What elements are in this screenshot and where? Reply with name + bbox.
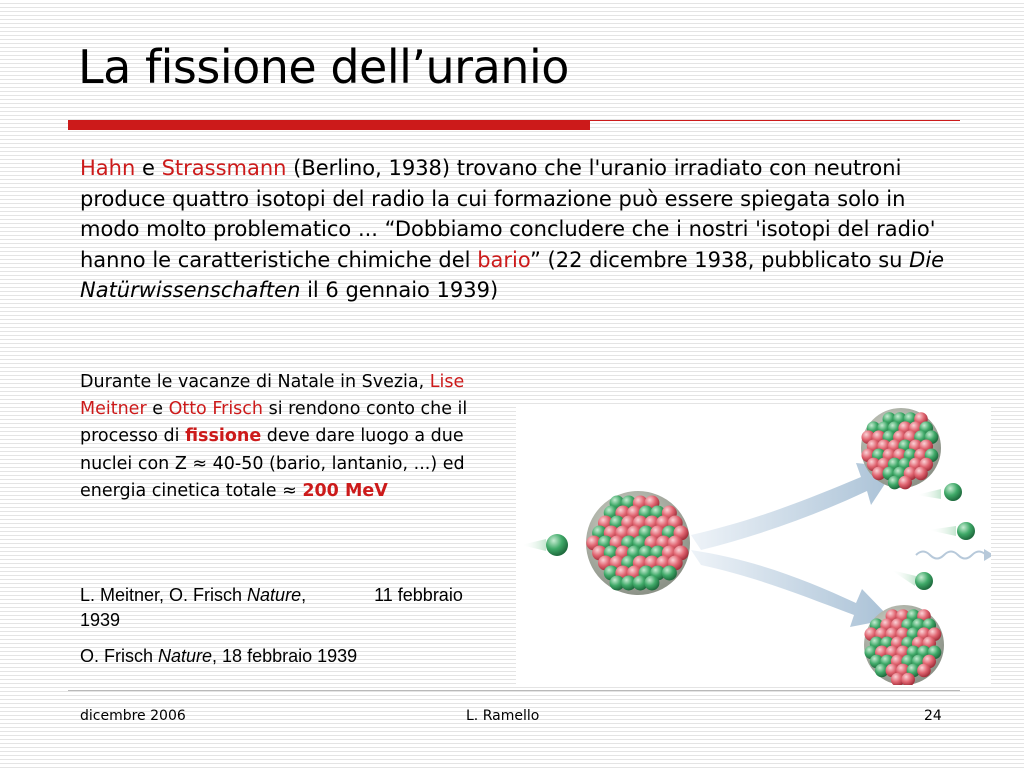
intro-join: e (135, 156, 162, 180)
references (80, 583, 500, 669)
fission-diagram (516, 405, 991, 685)
footer-date: dicembre 2006 (80, 708, 186, 724)
intro-text-2: ” (22 dicembre 1938, pubblicato su (529, 247, 910, 272)
ref1-comma: , (301, 585, 307, 605)
keyword-fissione: fissione (185, 426, 262, 447)
side-join: e (146, 399, 169, 420)
side-paragraph (80, 369, 510, 505)
footer-author: L. Ramello (466, 708, 540, 724)
proton (898, 476, 912, 490)
ref1-authors: L. Meitner, O. Frisch (80, 585, 248, 605)
ref2-journal: Nature (158, 646, 213, 666)
incoming-neutron (546, 534, 568, 556)
proton (914, 467, 928, 481)
author-hahn: Hahn (80, 156, 136, 180)
side-text-1: Durante le vacanze di Natale in Svezia, (80, 372, 430, 392)
fission-diagram-svg (516, 405, 991, 685)
reference-2 (80, 644, 500, 669)
side-text-2: si rendono conto che il processo di (80, 399, 468, 447)
intro-text-1: (Berlino, 1938) trovano che l'uranio irradiato con neutroni produce quattro isotopi del radio la cui formazione può essere spiegata solo in modo molto problematico ... “Dobbiamo concludere che i nostri 'isotopi del radio' hanno le caratteristiche chimiche del (80, 156, 936, 272)
released-neutron-2 (957, 522, 975, 540)
ref2-date: , 18 febbraio 1939 (212, 646, 358, 666)
intro-text-3: il 6 gennaio 1939) (300, 278, 499, 302)
energy-value: 200 MeV (302, 480, 388, 501)
released-neutron-trail-2 (928, 526, 956, 536)
proton (917, 664, 931, 678)
title-underline-thin (590, 120, 960, 121)
released-neutron-trail-3 (891, 570, 916, 586)
fission-arrow-lower (691, 550, 891, 627)
element-bario: bario (477, 247, 530, 272)
ref1-journal: Nature (247, 585, 302, 605)
incoming-neutron-trail (521, 539, 546, 551)
fission-arrow-upper (691, 463, 896, 550)
reference-1 (80, 583, 500, 633)
slide-title: La fissione dell’uranio (78, 40, 569, 94)
released-neutron-1 (944, 483, 962, 501)
neutron (662, 565, 677, 580)
released-neutron-3 (915, 572, 933, 590)
footer-page-number: 24 (924, 708, 942, 724)
ref1-date-a: 11 (374, 585, 393, 605)
neutron (644, 575, 659, 590)
person-frisch: Otto Frisch (168, 399, 264, 420)
intro-paragraph (80, 153, 960, 306)
fragment-lower-particles (864, 609, 941, 685)
ref2-author: O. Frisch (80, 646, 159, 666)
gamma-ray-arrowhead (984, 549, 991, 561)
person-meitner: Lise Meitner (80, 372, 465, 420)
released-neutron-trail-1 (916, 489, 941, 499)
side-text-3: deve dare luogo a due nuclei con Z ≈ 40-50 (bario, lantanio, ...) ed energia cinetica totale ≈ (80, 426, 465, 501)
title-underline-thick (68, 120, 590, 130)
footer-divider (68, 690, 960, 691)
ref1-date-b: febbraio 1939 (80, 585, 463, 630)
gamma-ray-wave (916, 552, 986, 559)
author-strassmann: Strassmann (161, 156, 287, 180)
journal-name: Die Natürwissenschaften (80, 247, 945, 302)
